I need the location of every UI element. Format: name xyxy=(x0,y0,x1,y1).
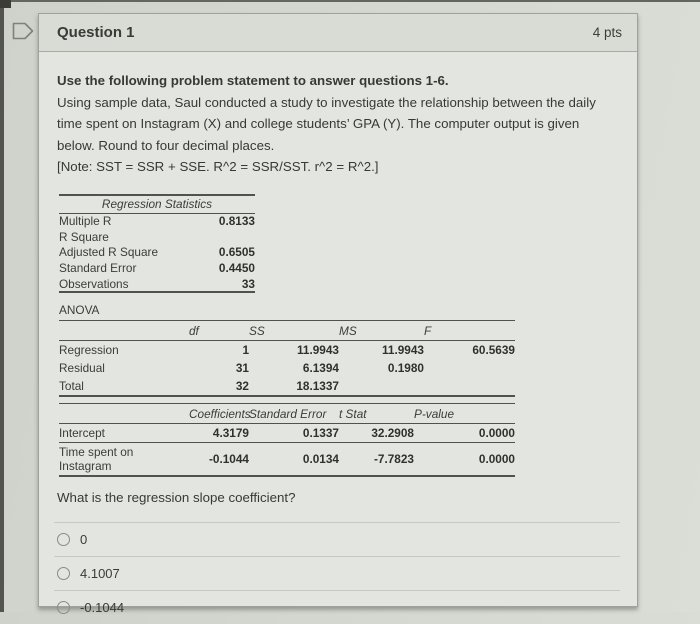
question-text: What is the regression slope coefficient? xyxy=(57,490,296,506)
coef-header-standard-error: Standard Error xyxy=(249,404,339,424)
table-row xyxy=(59,359,515,377)
anova-header-ss: SS xyxy=(249,321,339,341)
cell-standard-error: 0.1337 xyxy=(302,426,339,441)
table-row xyxy=(59,443,515,477)
radio-button-icon[interactable] xyxy=(57,567,70,580)
cell-ms: 11.9943 xyxy=(382,343,424,358)
cell-df: 31 xyxy=(235,361,249,376)
cell-f xyxy=(424,377,515,396)
cell-df: 32 xyxy=(235,379,249,394)
cell-coefficient: 4.3179 xyxy=(212,426,249,441)
cell-t-stat: 32.2908 xyxy=(371,426,414,441)
anova-header-ms: MS xyxy=(339,321,424,341)
question-points: 4 pts xyxy=(592,25,622,40)
regression-statistics-table xyxy=(59,194,255,294)
anova-table xyxy=(59,321,515,397)
anova-header-row xyxy=(59,321,515,341)
row-label: Total xyxy=(59,379,84,394)
row-label: Time spent on Instagram xyxy=(59,443,189,477)
row-label: Residual xyxy=(59,361,105,376)
cell-p-value: 0.0000 xyxy=(478,426,515,441)
answer-option-2[interactable] xyxy=(54,556,620,590)
stat-value: 0.4450 xyxy=(218,261,255,276)
anova-title: ANOVA xyxy=(59,303,515,321)
coef-header-blank xyxy=(59,404,189,424)
prompt-body: Using sample data, Saul conducted a study to investigate the relationship between the daily time spent on Instagram (X) and college students’ GPA (Y). The computer output is given below. Round to four decimal places. xyxy=(57,94,596,153)
stat-label: Standard Error xyxy=(59,261,137,276)
answer-option-3[interactable] xyxy=(54,590,620,624)
cell-f: 60.5639 xyxy=(472,343,515,358)
coefficients-header-row xyxy=(59,404,515,424)
cell-f xyxy=(424,359,515,377)
cell-ms xyxy=(339,377,424,396)
cell-df: 1 xyxy=(242,343,249,358)
screen-top-edge xyxy=(0,0,700,2)
question-card xyxy=(38,13,638,616)
row-label: Intercept xyxy=(59,426,105,441)
table-row xyxy=(59,229,255,245)
answer-options xyxy=(54,522,620,624)
flag-question-icon[interactable] xyxy=(12,22,34,40)
screen-left-edge xyxy=(0,0,4,612)
radio-button-icon[interactable] xyxy=(57,601,70,614)
coef-header-t-stat: t Stat xyxy=(339,404,414,424)
stat-label: Multiple R xyxy=(59,214,112,229)
cell-ss: 6.1394 xyxy=(302,361,339,376)
stat-value: 0.6505 xyxy=(218,245,255,260)
screen-corner-mark xyxy=(0,0,11,8)
regression-statistics-title: Regression Statistics xyxy=(59,196,255,214)
cell-p-value: 0.0000 xyxy=(414,443,515,477)
cell-ss: 18.1337 xyxy=(296,379,339,394)
stat-label: R Square xyxy=(59,229,109,244)
table-row xyxy=(59,424,515,443)
question-title: Question 1 xyxy=(57,24,135,41)
table-row xyxy=(59,341,515,360)
table-row xyxy=(59,214,255,230)
anova-header-blank xyxy=(59,321,189,341)
stat-label: Adjusted R Square xyxy=(59,245,159,260)
coefficients-table xyxy=(59,403,515,477)
table-row xyxy=(59,245,255,261)
stat-label: Observations xyxy=(59,276,129,291)
cell-ms: 0.1980 xyxy=(387,361,424,376)
stat-value: 0.8133 xyxy=(218,214,255,229)
option-label: -0.1044 xyxy=(80,600,125,616)
anova-header-df: df xyxy=(189,321,249,341)
prompt-intro: Use the following problem statement to answer questions 1-6. xyxy=(57,73,449,88)
prompt-note: [Note: SST = SSR + SSE. R^2 = SSR/SST. r^2 = R^2.] xyxy=(57,159,379,174)
coef-header-p-value: P-value xyxy=(414,404,515,424)
cell-t-stat: -7.7823 xyxy=(339,443,414,477)
question-header xyxy=(39,14,637,52)
anova-header-f: F xyxy=(424,321,515,341)
radio-button-icon[interactable] xyxy=(57,533,70,546)
table-row xyxy=(59,377,515,396)
answer-option-1[interactable] xyxy=(54,522,620,556)
cell-ss: 11.9943 xyxy=(297,343,339,358)
stat-value: 33 xyxy=(241,276,255,291)
table-row xyxy=(59,260,255,276)
option-label: 4.1007 xyxy=(80,566,120,582)
option-label: 0 xyxy=(80,532,88,548)
problem-statement xyxy=(57,70,619,178)
table-row xyxy=(59,276,255,292)
cell-standard-error: 0.0134 xyxy=(249,443,339,477)
row-label: Regression xyxy=(59,343,119,358)
coef-header-coefficients: Coefficients xyxy=(189,404,249,424)
cell-coefficient: -0.1044 xyxy=(189,443,249,477)
